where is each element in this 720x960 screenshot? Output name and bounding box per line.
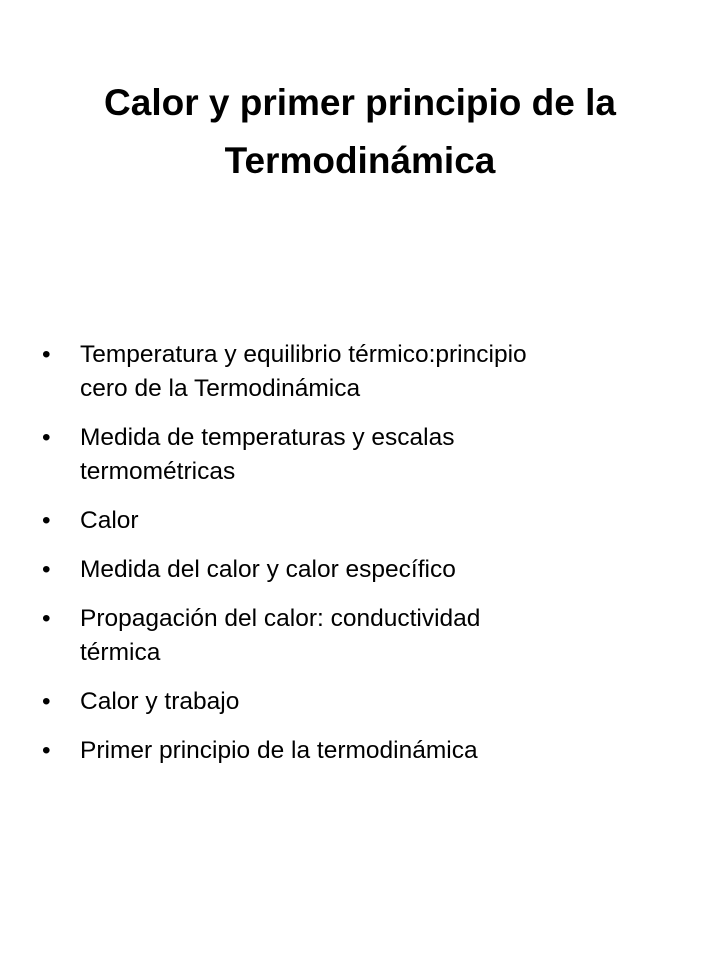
bullet-item (0, 734, 720, 768)
bullet-text (80, 421, 700, 489)
bullet-item (0, 685, 720, 719)
bullet-text (80, 685, 700, 719)
bullet-line: cero de la Termodinámica (80, 375, 361, 402)
bullet-item (0, 602, 720, 670)
bullet-icon: • (42, 341, 51, 368)
bullet-line: Temperatura y equilibrio térmico:principio (80, 341, 527, 368)
bullet-line: termométricas (80, 458, 236, 485)
bullet-list (0, 338, 720, 783)
slide-title (40, 74, 680, 190)
bullet-line: Calor (80, 507, 139, 534)
bullet-icon: • (42, 556, 51, 583)
bullet-text (80, 338, 700, 406)
bullet-icon: • (42, 424, 51, 451)
bullet-item (0, 504, 720, 538)
bullet-text (80, 734, 700, 768)
bullet-icon: • (42, 737, 51, 764)
bullet-line: Calor y trabajo (80, 688, 240, 715)
slide-title-line: Calor y primer principio de la (104, 82, 616, 123)
bullet-line: Medida de temperaturas y escalas (80, 424, 455, 451)
bullet-text (80, 553, 700, 587)
bullet-item (0, 421, 720, 489)
slide-title-line: Termodinámica (224, 140, 496, 181)
bullet-text (80, 602, 700, 670)
bullet-icon: • (42, 507, 51, 534)
bullet-text (80, 504, 700, 538)
bullet-icon: • (42, 605, 51, 632)
bullet-line: Propagación del calor: conductividad (80, 605, 481, 632)
bullet-item (0, 338, 720, 406)
bullet-line: térmica (80, 639, 161, 666)
bullet-line: Medida del calor y calor específico (80, 556, 456, 583)
bullet-line: Primer principio de la termodinámica (80, 737, 478, 764)
bullet-icon: • (42, 688, 51, 715)
bullet-item (0, 553, 720, 587)
